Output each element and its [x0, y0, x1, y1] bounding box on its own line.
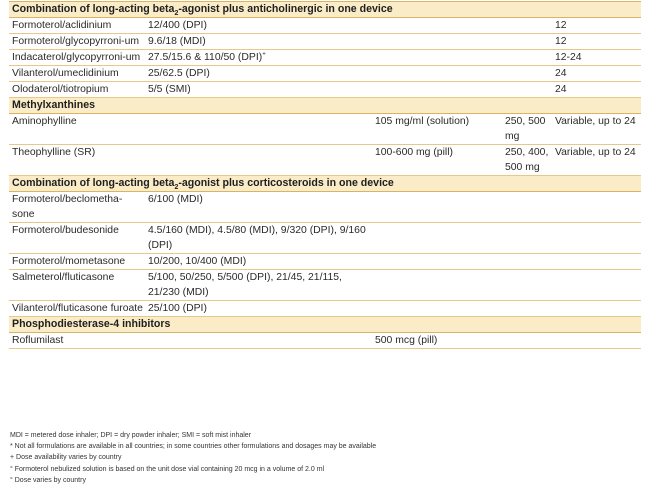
cell-inhaler — [145, 301, 372, 317]
cell-solution — [372, 192, 502, 223]
cell-oral — [502, 82, 552, 98]
cell-inhaler — [145, 34, 372, 50]
cell-solution — [372, 145, 502, 176]
cell-oral-text: 250, 500 mg — [505, 116, 546, 142]
cell-solution — [372, 50, 502, 66]
cell-name — [9, 192, 145, 223]
cell-oral — [502, 192, 552, 223]
cell-inhaler — [145, 223, 372, 254]
table-row — [9, 34, 641, 50]
table-row — [9, 145, 641, 176]
table-row — [9, 333, 641, 349]
cell-name — [9, 18, 145, 34]
cell-inhaler-text: 10/200, 10/400 (MDI) — [148, 256, 247, 267]
cell-inhaler-text: 25/100 (DPI) — [148, 303, 207, 314]
cell-oral — [502, 114, 552, 145]
footnotes — [10, 430, 640, 486]
section-title-subscript: 2 — [174, 184, 179, 192]
cell-inhaler-text: 4.5/160 (MDI), 4.5/80 (MDI), 9/320 (DPI), 9/160 (DPI) — [148, 225, 366, 251]
section-title — [9, 2, 641, 18]
cell-duration — [552, 270, 641, 301]
cell-name — [9, 270, 145, 301]
cell-oral — [502, 34, 552, 50]
cell-oral — [502, 223, 552, 254]
cell-inhaler — [145, 82, 372, 98]
table-row — [9, 254, 641, 270]
cell-name — [9, 114, 145, 145]
cell-duration — [552, 114, 641, 145]
cell-oral — [502, 270, 552, 301]
cell-inhaler — [145, 145, 372, 176]
footnote-marker: + — [262, 51, 266, 58]
table-row — [9, 301, 641, 317]
cell-solution — [372, 333, 502, 349]
cell-oral — [502, 333, 552, 349]
cell-name — [9, 301, 145, 317]
table-row — [9, 18, 641, 34]
cell-solution — [372, 18, 502, 34]
cell-name-text: Vilanterol/fluticasone furoate — [12, 303, 143, 314]
cell-name-text: Vilanterol/umeclidinium — [12, 68, 119, 79]
cell-oral — [502, 145, 552, 176]
cell-solution-text: 100-600 mg (pill) — [375, 147, 453, 158]
cell-name — [9, 50, 145, 66]
cell-solution-text: 105 mg/ml (solution) — [375, 116, 470, 127]
cell-name — [9, 333, 145, 349]
cell-solution — [372, 254, 502, 270]
cell-duration — [552, 66, 641, 82]
cell-duration — [552, 223, 641, 254]
cell-solution — [372, 223, 502, 254]
section-title — [9, 176, 641, 192]
cell-duration — [552, 301, 641, 317]
footnote: * Not all formulations are available in all countries; in some countries other formulations and dosages may be available — [10, 443, 377, 451]
cell-inhaler — [145, 192, 372, 223]
section-title-text: -agonist plus corticosteroids in one device — [178, 177, 394, 189]
cell-inhaler-text: 6/100 (MDI) — [148, 194, 203, 205]
cell-name — [9, 223, 145, 254]
table-row — [9, 114, 641, 145]
section-header-row — [9, 176, 641, 192]
section-title-subscript: 2 — [174, 10, 179, 18]
cell-inhaler-text: 5/5 (SMI) — [148, 84, 191, 95]
cell-solution — [372, 301, 502, 317]
cell-solution — [372, 114, 502, 145]
cell-duration — [552, 192, 641, 223]
cell-inhaler-text: 25/62.5 (DPI) — [148, 68, 210, 79]
section-header-row — [9, 2, 641, 18]
section-header-row — [9, 317, 641, 333]
cell-oral — [502, 254, 552, 270]
footnote: ° Formoterol nebulized solution is based on the unit dose vial containing 20 mcg in a volume of 2.0 ml — [10, 465, 325, 473]
table-row — [9, 270, 641, 301]
cell-name — [9, 82, 145, 98]
section-title — [9, 98, 641, 114]
section-title-text: Phosphodiesterase-4 inhibitors — [12, 318, 171, 330]
footnote: MDI = metered dose inhaler; DPI = dry powder inhaler; SMI = soft mist inhaler — [10, 432, 252, 439]
cell-duration-text: 12-24 — [555, 52, 582, 63]
table-row — [9, 223, 641, 254]
cell-name — [9, 145, 145, 176]
cell-name-text: Aminophylline — [12, 116, 77, 127]
cell-oral — [502, 301, 552, 317]
cell-solution — [372, 270, 502, 301]
cell-name-text: Formoterol/beclometha-sone — [12, 194, 123, 220]
cell-inhaler — [145, 114, 372, 145]
section-title — [9, 317, 641, 333]
cell-name-text: Formoterol/budesonide — [12, 225, 119, 236]
footnote: + Dose availability varies by country — [10, 454, 122, 462]
section-title-text: Combination of long-acting beta — [12, 177, 175, 189]
cell-inhaler — [145, 270, 372, 301]
cell-duration-text: Variable, up to 24 — [555, 116, 636, 127]
cell-duration-text: 12 — [555, 36, 567, 47]
cell-name — [9, 66, 145, 82]
cell-oral-text: 250, 400, 500 mg — [505, 147, 549, 173]
cell-name-text: Roflumilast — [12, 335, 64, 346]
cell-duration-text: 24 — [555, 84, 567, 95]
section-header-row — [9, 98, 641, 114]
cell-name — [9, 34, 145, 50]
cell-duration — [552, 333, 641, 349]
cell-name-text: Formoterol/aclidinium — [12, 20, 112, 31]
cell-duration — [552, 34, 641, 50]
cell-name-text: Formoterol/glycopyrroni-um — [12, 36, 140, 47]
cell-inhaler-text: 12/400 (DPI) — [148, 20, 207, 31]
cell-inhaler-text: 27.5/15.6 & 110/50 (DPI) — [148, 52, 263, 63]
cell-inhaler — [145, 50, 372, 66]
cell-duration — [552, 50, 641, 66]
cell-duration — [552, 18, 641, 34]
cell-solution-text: 500 mcg (pill) — [375, 335, 438, 346]
cell-name-text: Indacaterol/glycopyrroni-um — [12, 52, 141, 63]
cell-solution — [372, 34, 502, 50]
cell-solution — [372, 66, 502, 82]
cell-duration-text: 12 — [555, 20, 567, 31]
medication-formulation-table — [9, 1, 641, 349]
cell-name-text: Olodaterol/tiotropium — [12, 84, 109, 95]
cell-name-text: Formoterol/mometasone — [12, 256, 126, 267]
footnote: ° Dose varies by country — [10, 476, 86, 484]
cell-duration — [552, 82, 641, 98]
section-title-text: Combination of long-acting beta — [12, 3, 175, 15]
cell-inhaler — [145, 66, 372, 82]
table-body — [9, 2, 641, 349]
cell-inhaler — [145, 333, 372, 349]
cell-oral — [502, 66, 552, 82]
cell-name-text: Salmeterol/fluticasone — [12, 272, 115, 283]
section-title-text: -agonist plus anticholinergic in one device — [178, 3, 393, 15]
cell-inhaler — [145, 254, 372, 270]
cell-inhaler-text: 5/100, 50/250, 5/500 (DPI), 21/45, 21/115, 21/230 (MDI) — [148, 272, 342, 298]
table-row — [9, 50, 641, 66]
cell-inhaler — [145, 18, 372, 34]
cell-name-text: Theophylline (SR) — [12, 147, 96, 158]
cell-oral — [502, 18, 552, 34]
cell-duration-text: Variable, up to 24 — [555, 147, 636, 158]
cell-duration-text: 24 — [555, 68, 567, 79]
cell-solution — [372, 82, 502, 98]
table-row — [9, 66, 641, 82]
table-row — [9, 192, 641, 223]
section-title-text: Methylxanthines — [12, 99, 96, 111]
cell-inhaler-text: 9.6/18 (MDI) — [148, 36, 206, 47]
cell-duration — [552, 254, 641, 270]
cell-duration — [552, 145, 641, 176]
cell-oral — [502, 50, 552, 66]
table-row — [9, 82, 641, 98]
cell-name — [9, 254, 145, 270]
